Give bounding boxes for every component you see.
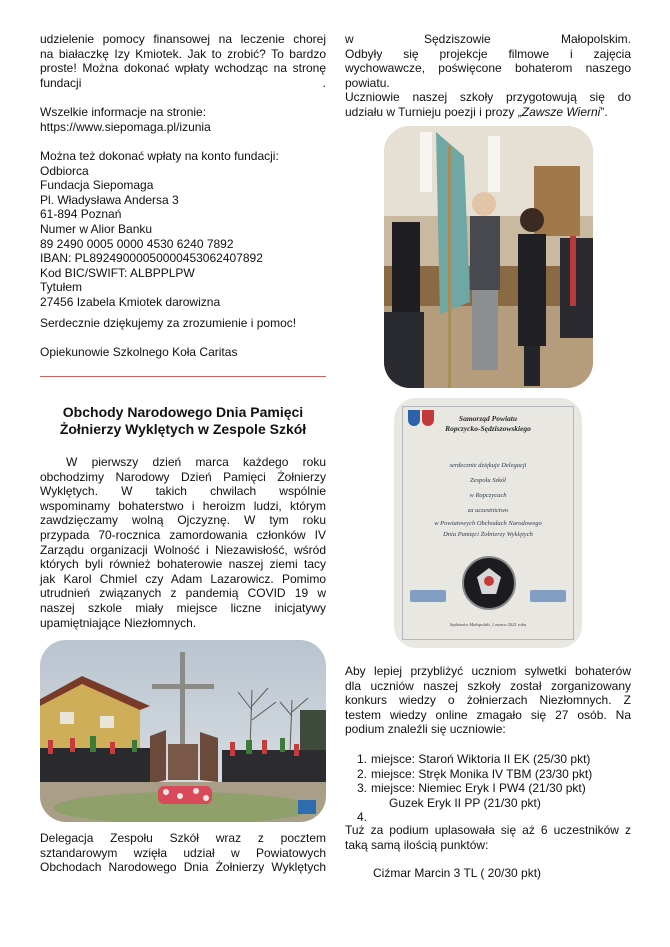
text-line: sztandarowym wzięła udział w Powiatowych	[40, 845, 326, 860]
delegation-text	[40, 831, 326, 875]
text-line: w Sędziszowie Małopolskim.	[345, 32, 631, 46]
text-line: Wyklętych. W takich chwilach wspólnie	[40, 484, 326, 499]
recipient-label: Odbiorca	[40, 163, 89, 178]
text-line: testem wiedzy online zmagało się 27 osób. Na	[345, 707, 631, 722]
certificate-line: w Powiatowych Obchodach Narodowego	[434, 520, 542, 527]
text-line: zawdzięczamy wolną Ojczyznę. W tym roku	[40, 513, 326, 528]
account-number: 89 2490 0005 0000 4530 6240 7892	[40, 236, 234, 251]
certificate-footer: Sędziszów Małopolski, 1 marca 2021 roku	[450, 622, 526, 627]
certificate-heading	[394, 414, 582, 434]
text-line: proste! Można dokonać wpłaty wchodząc na stronę	[40, 61, 326, 76]
text-line: udzielenie pomocy finansowej na leczenie chorej	[40, 32, 326, 46]
list-text: Guzek Eryk II PP (21/30 pkt)	[389, 795, 541, 810]
donation-info	[40, 105, 326, 134]
text-line: fundacji	[40, 75, 82, 90]
text-line: obchodzimy Narodowy Dzień Pamięci Żołnierzy	[40, 469, 326, 484]
article-body	[40, 455, 326, 630]
last-entry: Ciźmar Marcin 3 TL ( 20/30 pkt)	[373, 866, 542, 880]
after-podium-text	[345, 823, 631, 852]
iban: IBAN: PL89249000050000453062407892	[40, 251, 263, 266]
text-line: podium znaleźli się uczniowie:	[345, 722, 506, 737]
text-line: konkurs wiedzy o żołnierzach Niezłomnych. Z	[345, 693, 631, 708]
transfer-intro: Można też dokonać wpłaty na konto fundacji:	[40, 149, 279, 163]
text-fragment: udziału w Turnieju poezji i prozy „	[345, 104, 522, 119]
monument-ceremony-photo	[40, 640, 326, 822]
text-line: upamiętniające Niezłomnych.	[40, 615, 197, 630]
partner-logo-icon	[410, 590, 446, 602]
text-line: dla uczniów naszej szkoły został zorganizowany	[345, 678, 631, 693]
bank-details	[40, 149, 326, 310]
flag-bearers-image	[384, 126, 593, 388]
donation-intro	[40, 32, 326, 90]
text-line	[345, 105, 631, 120]
text-line: na białaczkę Izy Kmiotek. Jak to zrobić? To bardzo	[40, 46, 326, 61]
account-label: Numer w Alior Banku	[40, 221, 153, 236]
text-line: których byli również bohaterowie naszej ziemi tacy	[40, 557, 326, 572]
address-street: Pl. Władysława Andersa 3	[40, 192, 179, 207]
text-line: Delegacja Zespołu Szkół wraz z pocztem	[40, 831, 326, 845]
certificate-photo	[394, 398, 582, 648]
info-url-link[interactable]: https://www.siepomaga.pl/izunia	[40, 119, 211, 134]
commemoration-emblem-icon	[462, 556, 516, 610]
list-text: miejsce: Staroń Wiktoria II EK (25/30 pkt)	[371, 752, 591, 766]
text-line: utrudnień związanych z pandemią COVID 19 w	[40, 586, 326, 601]
list-item	[345, 752, 631, 767]
list-item	[345, 767, 631, 782]
list-text: miejsce: Stręk Monika IV TBM (23/30 pkt)	[371, 766, 593, 781]
contest-text	[345, 664, 631, 737]
certificate-body	[394, 458, 582, 540]
text-fragment: ”.	[600, 104, 608, 119]
text-line: wychowawcze, poświęcone bohaterom naszego	[345, 61, 631, 76]
title-label: Tytułem	[40, 280, 83, 295]
certificate-line: Zespołu Szkół	[470, 477, 506, 484]
info-label: Wszelkie informacje na stronie:	[40, 105, 207, 119]
text-line: naszej szkole miały miejsce liczne inicjatywy	[40, 600, 326, 615]
address-city: 61-894 Poznań	[40, 207, 122, 222]
list-item	[345, 781, 631, 796]
certificate-line: w Ropczycach	[469, 492, 507, 499]
text-line: jak Karol Chmiel czy Adam Lazarowicz. Pomimo	[40, 571, 326, 586]
certificate-line: Dnia Pamięci Żołnierzy Wyklętych	[443, 531, 533, 538]
signature: Opiekunowie Szkolnego Koła Caritas	[40, 345, 238, 359]
thanks-text: Serdecznie dziękujemy za zrozumienie i pomoc!	[40, 316, 297, 330]
text-line: Obchodach Narodowego Dnia Żołnierzy Wyklętych	[40, 860, 326, 875]
text-line: powiatu.	[345, 75, 390, 90]
right-intro	[345, 32, 631, 120]
text-line: Uczniowie naszej szkoły przygotowują się do	[345, 90, 631, 105]
certificate-heading-line: Ropczycko-Sędziszowskiego	[445, 424, 531, 433]
list-number: 2.	[356, 766, 367, 781]
partner-logo-icon	[530, 590, 566, 602]
article-title-line: Obchody Narodowego Dnia Pamięci	[62, 404, 304, 420]
text-line: wspominamy bohaterstwo i heroizm ludzi, którym	[40, 498, 326, 513]
text-line: Odbyły się projekcje filmowe i zajęcia	[345, 46, 631, 61]
certificate-line: serdecznie dziękuje Delegacji	[449, 462, 527, 469]
list-text: miejsce: Niemiec Eryk I PW4 (21/30 pkt)	[371, 781, 586, 796]
text-line: Aby lepiej przybliżyć uczniom sylwetki bohaterów	[345, 664, 631, 678]
list-number: 3.	[356, 781, 367, 796]
text-line: W pierwszy dzień marca każdego roku	[66, 455, 326, 469]
title-value: 27456 Izabela Kmiotek darowizna	[40, 294, 221, 309]
contest-name: Zawsze Wierni	[521, 104, 601, 119]
bic-swift: Kod BIC/SWIFT: ALBPPLPW	[40, 265, 195, 280]
flag-bearers-photo	[384, 126, 593, 388]
article-title	[40, 404, 326, 438]
text-line: Zarządu organizacji Wolność i Niezawisłość, wśród	[40, 542, 326, 557]
article-title-line: Żołnierzy Wyklętych w Zespole Szkół	[59, 421, 307, 437]
podium-list	[345, 752, 631, 825]
recipient-name: Fundacja Siepomaga	[40, 178, 154, 193]
section-divider	[40, 376, 326, 377]
monument-ceremony-image	[40, 640, 326, 822]
list-number: 1.	[356, 752, 367, 766]
text-period: .	[322, 75, 326, 90]
list-item	[345, 796, 631, 811]
text-line: Tuż za podium uplasowała się aż 6 uczestników z	[345, 823, 631, 837]
list-number: 4.	[356, 810, 367, 825]
certificate-line: za uczestnictwo	[467, 507, 509, 514]
text-line: taką samą ilością punktów:	[345, 837, 489, 852]
certificate-heading-line: Samorząd Powiatu	[458, 414, 518, 423]
text-line: przypada 70-rocznica zamordowania członków IV	[40, 527, 326, 542]
